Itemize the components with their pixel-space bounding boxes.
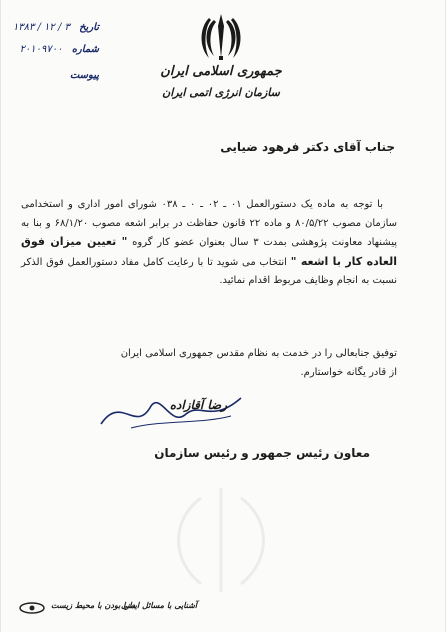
workgroup-title: " تعیین میزان فوق العاده کار با اشعه " (21, 235, 397, 268)
org-name-agency: سازمان انرژی اتمی ایران (162, 86, 280, 99)
body-text-part2: انتخاب می شوید تا با رعایت کامل مفاد دستورالعمل فوق الذکر نسبت به انجام وظایف مربوط اقدام نمائید. (21, 256, 397, 286)
closing-line-2: از قادر یگانه خواستارم. (300, 366, 397, 378)
date-label: تاریخ (79, 22, 99, 33)
signer-title: معاون رئیس جمهور و رئیس سازمان (154, 446, 370, 460)
letter-number (4, 44, 99, 55)
recipient-line: جناب آقای دکتر فرهود ضیایی (220, 140, 395, 154)
date-value: ۳ / ۱۲ / ۱۳۸۳ (12, 22, 70, 33)
handwritten-signature-icon (91, 384, 251, 440)
footer-logo-icon (19, 602, 45, 614)
number-value: ۲۰۱۰۹۷۰۰ (19, 44, 63, 55)
closing-line-1: توفیق جنابعالی را در خدمت به نظام مقدس جمهوری اسلامی ایران (120, 348, 397, 359)
body-text-part1: با توجه به ماده یک دستورالعمل ۰۱ ـ ۰۲ ـ ۰ ـ ۰۳۸ شورای امور اداری و استخدامی سازمان مصوب ۸۰/۵/۲۲ و ماده ۲۲ قانون حفاظت در برابر اشعه مصوب ۶۸/۱/۲۰ و بنا به پیشنهاد معاونت پژوهشی بمدت ۳ سال بعنوان عضو کار گروه (21, 199, 397, 248)
letter-attachment (4, 70, 99, 81)
footer-text-2: آشنایی با مسائل ایمنی (121, 600, 197, 610)
letter-footer (1, 596, 445, 624)
footer-text-1: دارا بودن با محیط زیست (51, 600, 136, 610)
iran-emblem-icon (200, 12, 242, 62)
watermark-emblem-icon (151, 480, 291, 600)
letter-body (21, 196, 397, 291)
number-label: شماره (71, 44, 99, 55)
org-name-country: جمهوری اسلامی ایران (160, 64, 282, 79)
attachment-label: پیوست (69, 70, 99, 81)
body-paragraph (21, 196, 397, 291)
signer-name: رضا آقازاده (169, 398, 227, 412)
letter-date (4, 22, 99, 33)
closing-block (21, 345, 397, 382)
